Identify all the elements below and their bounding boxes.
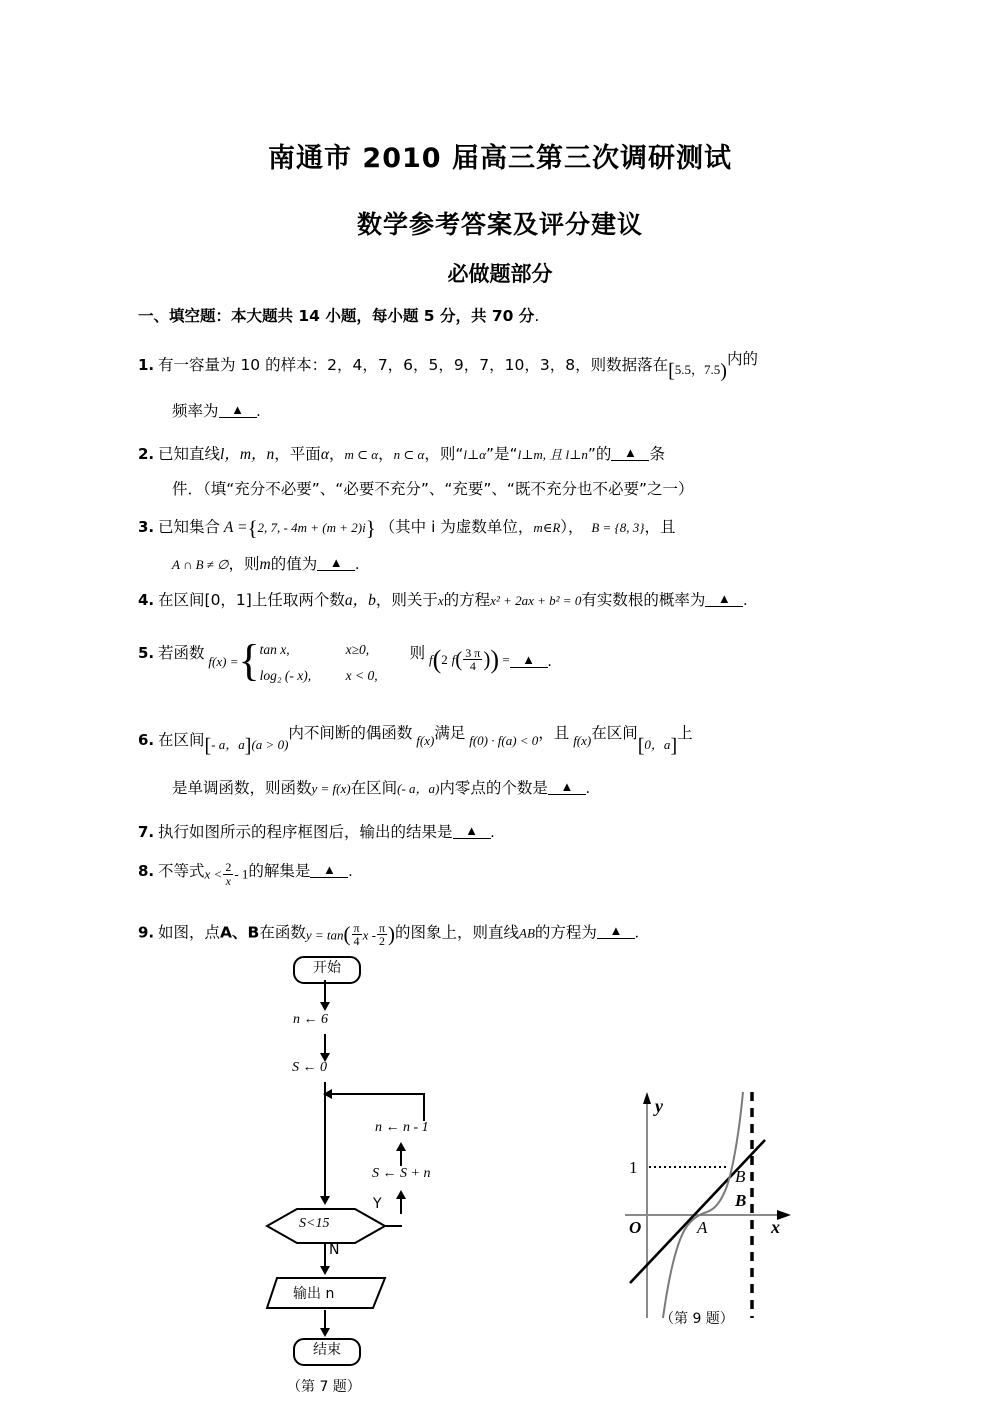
graph-tick-1: 1 [629, 1158, 638, 1177]
question-7-period: . [490, 824, 495, 841]
question-5-case-2 [260, 663, 410, 689]
question-2-text-f: ”是“ [486, 445, 518, 463]
question-2-text-a: 已知直线 [158, 445, 221, 463]
flowchart-question-7 [245, 948, 515, 1395]
flowchart-accumulate-s: S ← S + n [372, 1166, 431, 1181]
question-3-setB: B = {8, 3} [591, 520, 645, 535]
answer-blank[interactable]: ▲ [310, 863, 348, 878]
question-5-cases [260, 637, 410, 688]
flowchart-end-box [293, 1338, 361, 1366]
question-3-text-e: ，则 [228, 555, 260, 573]
question-3-period: . [355, 556, 360, 573]
question-1-period: . [256, 403, 261, 420]
arrow-down-icon [320, 1266, 330, 1275]
graph-point-b-label: B [735, 1167, 746, 1186]
flowchart-output-label [293, 1283, 334, 1303]
question-2-line-1 [138, 443, 665, 466]
question-1-line-2 [172, 400, 260, 423]
question-5-piecewise: f(x) ={ tan x, x≥0, log₂ (- x), x < 0, [208, 637, 409, 688]
answer-blank[interactable]: ▲ [611, 446, 649, 461]
question-9-line-ab: AB [519, 925, 535, 941]
question-9-text-d: 的方程为 [534, 923, 597, 942]
answer-blank[interactable]: ▲ [219, 403, 257, 418]
question-6-fx-2: f(x) [573, 733, 592, 748]
flowchart-yes-label: Y [373, 1196, 382, 1212]
question-1-text-a: 有一容量为 10 的样本：2，4，7，6，5，9，7，10，3，8，则数据落在 [158, 356, 669, 374]
question-6-function: y = f(x) [311, 781, 351, 796]
question-1-line-1 [138, 348, 758, 386]
question-6-interval-2-value: 0，a [644, 737, 671, 752]
question-1-text-c: 频率为 [172, 402, 219, 420]
graph-y-arrow [643, 1092, 651, 1104]
question-6-interval-2: [0，a] [637, 735, 678, 757]
question-6-fx-1: f(x) [416, 733, 435, 748]
arrow-down-icon [320, 1002, 330, 1011]
question-3-text-b: （其中 i 为虚数单位， [379, 518, 534, 536]
question-5-period: . [547, 653, 552, 671]
question-2-options-text: 件．（填“充分不必要”、“必要不充分”、“充要”、“既不充分也不必要”之一） [172, 480, 694, 498]
question-1-text-b: 内的 [726, 350, 758, 368]
flowchart-output-text: 输出 n [293, 1286, 335, 1302]
question-9-frac-1-num: π [353, 920, 360, 935]
question-5-case-2-expr: log₂ (- x), [259, 667, 312, 683]
flowchart-decision-label [299, 1215, 329, 1232]
section-heading-period: . [534, 307, 540, 325]
flowchart-loop-return-horizontal [325, 1093, 425, 1095]
graph-svg [625, 1090, 825, 1320]
question-6-text-b: 内不间断的偶函数 [288, 724, 413, 742]
flowchart-init-s: S ← 0 [292, 1060, 327, 1075]
question-6-text-e: 在区间 [591, 724, 638, 742]
question-6-interval-1-value: - a，a [211, 737, 245, 752]
question-3-intersection: A ∩ B ≠ ∅ [172, 557, 229, 572]
question-5-case-2-cond: x < 0, [345, 667, 378, 683]
question-2-stmt-2: l⊥m, 且 l⊥n [517, 447, 588, 462]
arrow-down-icon [320, 1328, 330, 1337]
question-9-frac-1-den: 4 [353, 934, 360, 949]
question-3-text-c: ）， [560, 518, 584, 536]
question-2-alpha: α [320, 446, 329, 463]
answer-blank[interactable]: ▲ [510, 653, 548, 668]
question-6-text-g: 是单调函数，则函数 [172, 779, 312, 797]
question-6-inequality: f(0) · f(a) < 0 [469, 733, 539, 748]
flowchart-yes-path [384, 1225, 402, 1227]
question-6-interval-3: (- a，a) [397, 781, 440, 796]
answer-blank[interactable]: ▲ [453, 824, 491, 839]
graph-y-label: y [655, 1096, 663, 1116]
question-4-text-d: 有实数根的概率为 [581, 591, 706, 609]
question-2-vars: l，m，n [220, 446, 275, 463]
question-5-text-a: 若函数 [158, 644, 205, 663]
question-9-function: y = tan( $\frac{\pi}{4}$ x - $\frac{\pi}{2}$ ) [305, 920, 395, 949]
question-8-inequality [205, 862, 249, 888]
question-4-equation: x² + 2ax + b² = 0 [490, 593, 582, 608]
question-8-minus: - 1 [234, 867, 249, 882]
flowchart-end-label: 结束 [313, 1342, 341, 1358]
flowchart-connector-3 [324, 1082, 326, 1200]
flowchart-decrement-n: n ← n - 1 [375, 1120, 429, 1135]
question-4-period: . [743, 592, 748, 609]
question-4-vars: a，b [344, 592, 376, 609]
question-6-period: . [585, 780, 590, 797]
flowchart-start-box [293, 956, 361, 984]
question-8-fraction [223, 861, 233, 887]
flowchart-caption: （第 7 题） [287, 1379, 361, 1395]
question-5-case-1-cond: x≥0, [345, 642, 370, 657]
question-2-text-h: 条 [649, 445, 665, 463]
question-1-number: 1. [138, 356, 155, 374]
question-6-text-f: 上 [677, 724, 693, 742]
question-8-lhs: x < [204, 867, 223, 882]
question-2-text-c: ， [328, 445, 345, 463]
question-3-text-d: ，且 [644, 518, 676, 536]
question-9-period: . [634, 924, 639, 942]
question-9-lhs: y = tan [305, 927, 344, 943]
arrow-down-icon [320, 1196, 330, 1205]
question-6-interval-1: [- a，a] [204, 735, 252, 757]
question-5 [138, 637, 551, 688]
question-3-line-2 [172, 553, 359, 576]
page-title-sub: 数学参考答案及评分建议 [356, 210, 643, 239]
question-3-text-a: 已知集合 [158, 518, 221, 536]
question-3-var-m: m [259, 556, 271, 573]
answer-blank[interactable]: ▲ [705, 592, 743, 607]
question-4-number: 4. [138, 591, 155, 609]
question-5-fx: f(x) = [208, 654, 239, 670]
question-9-frac-2-num: π [378, 920, 385, 935]
question-4 [138, 589, 747, 612]
question-1-interval-value: 5.5，7.5 [674, 362, 721, 377]
question-3-setA-lhs: A = [223, 519, 248, 536]
question-9-text-a: 如图，点 [158, 923, 221, 942]
section-heading [138, 304, 539, 326]
question-4-text-a: 在区间[0，1]上任取两个数 [158, 591, 345, 609]
flowchart-connector-1 [324, 980, 326, 1004]
question-2-text-d: ， [378, 445, 394, 463]
question-8-frac-numerator: 2 [225, 860, 232, 875]
question-5-expression: f(2 f( $\frac{3 \pi}{4}$ )) = [428, 645, 510, 675]
question-9-fraction-2 [377, 922, 387, 948]
question-4-var-x: x [437, 593, 444, 608]
question-2-cond-2: n ⊂ α [393, 447, 425, 462]
question-6-number: 6. [138, 731, 155, 749]
question-6-text-i: 内零点的个数是 [439, 779, 548, 797]
question-5-fraction: $\frac{3 \pi}{4}$ [465, 645, 481, 674]
question-5-number: 5. [138, 644, 155, 663]
question-9-text-c: 的图象上，则直线 [395, 923, 520, 942]
graph-x-label: x [771, 1217, 780, 1237]
graph-caption: （第 9 题） [660, 1311, 734, 1327]
question-8-frac-denominator: x [225, 873, 231, 888]
question-7-number: 7. [138, 823, 155, 841]
flowchart-start-label: 开始 [313, 960, 341, 976]
question-5-case-1 [260, 637, 410, 663]
question-3-line-1: 3. 已知集合 A ={2, 7, - 4m + (m + 2)i} （其中 i 为虚数单位，m∈R）， B = {8, 3}，且 [138, 516, 676, 540]
question-8-text-a: 不等式 [158, 862, 205, 880]
question-9-points: A、B [220, 923, 260, 942]
question-6-text-d: ，且 [538, 724, 570, 742]
arrow-up-icon [396, 1190, 406, 1199]
flowchart-init-n: n ← 6 [293, 1012, 328, 1027]
question-4-text-c: 的方程 [443, 591, 491, 609]
question-7-text-a: 执行如图所示的程序框图后，输出的结果是 [158, 823, 453, 841]
answer-blank[interactable]: ▲ [317, 556, 355, 571]
question-6-condition: (a > 0) [251, 737, 289, 752]
question-8-text-b: 的解集是 [248, 862, 311, 880]
question-2-stmt-1: l⊥α [463, 447, 487, 462]
question-8-period: . [348, 863, 353, 880]
graph-origin-label: O [629, 1218, 642, 1237]
page-title-section: 必做题部分 [447, 262, 553, 286]
page-title-main: 南通市 2010 届高三第三次调研测试 [268, 143, 732, 174]
arrow-up-icon [396, 1142, 406, 1151]
question-8 [138, 860, 352, 889]
question-9-frac-2-den: 2 [378, 934, 385, 949]
question-2-number: 2. [138, 445, 155, 463]
question-3-text-f: 的值为 [270, 555, 318, 573]
question-2-cond-1: m ⊂ α [344, 447, 379, 462]
flowchart-decision-text: S<15 [299, 1216, 330, 1231]
question-2-text-g: ”的 [587, 445, 612, 463]
question-6-text-a: 在区间 [158, 731, 205, 749]
question-2-line-2 [172, 478, 694, 501]
question-7 [138, 821, 494, 844]
question-9 [138, 920, 639, 952]
question-9-text-b: 在函数 [259, 923, 306, 942]
question-5-text-b: 则 [409, 644, 426, 663]
question-4-text-b: ，则关于 [375, 591, 438, 609]
answer-blank[interactable]: ▲ [548, 780, 586, 795]
section-heading-text: 一、填空题：本大题共 14 小题，每小题 5 分，共 70 分 [138, 307, 535, 325]
graph-point-a-label: A [697, 1218, 708, 1237]
graph-secant-line [630, 1140, 765, 1283]
flowchart-loop-return-vertical [423, 1093, 425, 1121]
question-9-x-term: x - [362, 927, 376, 943]
question-6-text-h: 在区间 [350, 779, 398, 797]
question-5-case-1-expr: tan x, [259, 642, 290, 657]
graph-question-9 [625, 1090, 825, 1360]
question-8-number: 8. [138, 862, 155, 880]
question-1-interval: [5.5，7.5) [668, 360, 727, 382]
question-6-text-c: 满足 [434, 724, 466, 742]
question-3-member: m∈R [533, 520, 561, 535]
graph-point-b2-label: B [735, 1191, 747, 1210]
question-9-fraction-1 [352, 922, 362, 948]
question-3-number: 3. [138, 518, 155, 536]
flowchart-no-label: N [329, 1242, 340, 1258]
question-6-line-2 [172, 777, 590, 800]
question-2-text-b: ，平面 [274, 445, 321, 463]
arrow-left-icon [323, 1089, 332, 1099]
question-2-text-e: ，则“ [424, 445, 464, 463]
question-3-setA-body: 2, 7, - 4m + (m + 2)i [257, 520, 366, 535]
question-9-number: 9. [138, 923, 155, 942]
question-6-line-1 [138, 722, 693, 761]
answer-blank[interactable]: ▲ [597, 924, 635, 939]
